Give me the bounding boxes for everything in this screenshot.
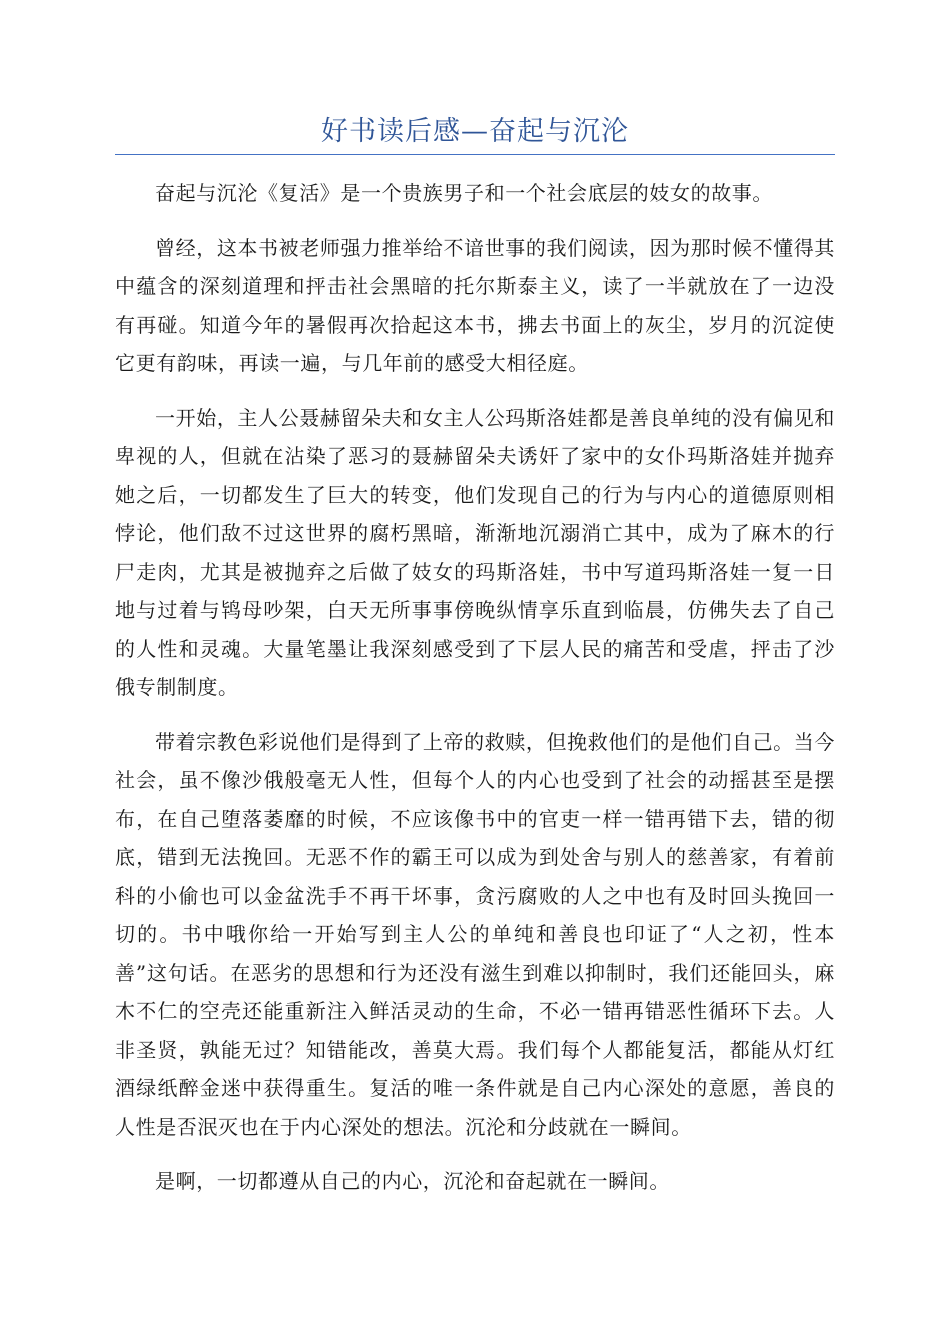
paragraph-5: 是啊，一切都遵从自己的内心，沉沦和奋起就在一瞬间。 (155, 1169, 670, 1193)
paragraph-4: 带着宗教色彩说他们是得到了上帝的救赎，但挽救他们的是他们自己。当今社会，虽不像沙俄般毫无人性，但每个人的内心也受到了社会的动摇甚至是摆布，在自己堕落萎靡的时候，不应该像书中的官吏一样一错再错下去，错的彻底，错到无法挽回。无恶不作的霸王可以成为到处舍与别人的慈善家，有着前科的小偷也可以金盆洗手不再干坏事，贪污腐败的人之中也有及时回头挽回一切的。书中哦你给一开始写到主人公的单纯和善良也印证了“人之初，性本善”这句话。在恶劣的思想和行为还没有滋生到难以抑制时，我们还能回头，麻木不仁的空壳还能重新注入鲜活灵动的生命，不必一错再错恶性循环下去。人非圣贤，孰能无过？知错能改，善莫大焉。我们每个人都能复活，都能从灯红酒绿纸醉金迷中获得重生。复活的唯一条件就是自己内心深处的意愿，善良的人性是否泯灭也在于内心深处的想法。沉沦和分歧就在一瞬间。 (115, 729, 835, 1139)
paragraph-1: 奋起与沉沦《复活》是一个贵族男子和一个社会底层的妓女的故事。 (155, 181, 773, 205)
document-body (115, 174, 835, 1217)
paragraph-2: 曾经，这本书被老师强力推举给不谙世事的我们阅读，因为那时候不懂得其中蕴含的深刻道理和抨击社会黑暗的托尔斯泰主义，读了一半就放在了一边没有再碰。知道今年的暑假再次拾起这本书，拂去书面上的灰尘，岁月的沉淀使它更有韵味，再读一遍，与几年前的感受大相径庭。 (115, 235, 835, 375)
document-title: 好书读后感—奋起与沉沦 (321, 116, 629, 147)
title-underline (115, 154, 835, 155)
paragraph-3: 一开始，主人公聂赫留朵夫和女主人公玛斯洛娃都是善良单纯的没有偏见和卑视的人，但就在沾染了恶习的聂赫留朵夫诱奸了家中的女仆玛斯洛娃并抛弃她之后，一切都发生了巨大的转变，他们发现自己的行为与内心的道德原则相悖论，他们敌不过这世界的腐朽黑暗，渐渐地沉溺消亡其中，成为了麻木的行尸走肉，尤其是被抛弃之后做了妓女的玛斯洛娃，书中写道玛斯洛娃一复一日地与过着与鸨母吵架，白天无所事事傍晚纵情享乐直到临晨，仿佛失去了自己的人性和灵魂。大量笔墨让我深刻感受到了下层人民的痛苦和受虐，抨击了沙俄专制制度。 (115, 405, 835, 699)
